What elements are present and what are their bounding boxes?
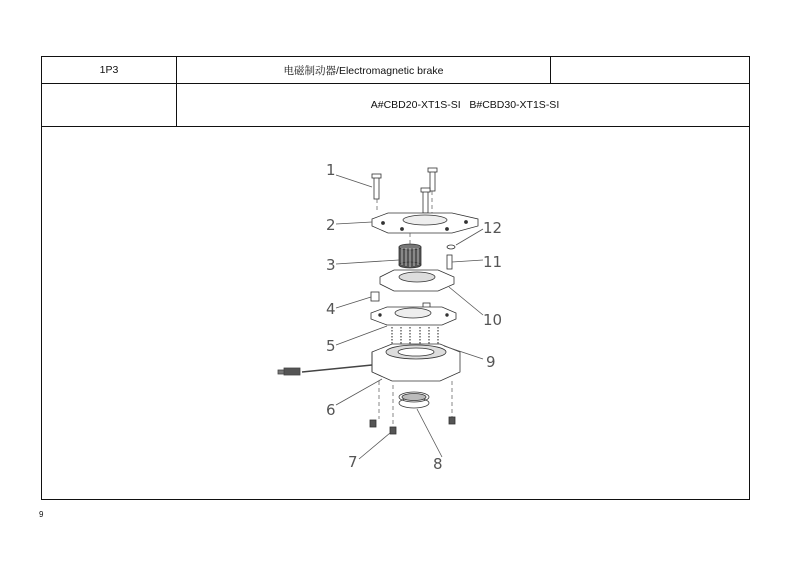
empty-header-cell <box>551 57 749 83</box>
brake-spec-table <box>41 56 750 500</box>
screw-part-7 <box>370 417 455 434</box>
armature-disc-part-10 <box>380 270 454 291</box>
part-code: 1P3 <box>42 57 177 83</box>
model-numbers: A#CBD20-XT1S-SI B#CBD30-XT1S-SI <box>370 99 560 111</box>
bolt-part-11 <box>447 255 452 269</box>
exploded-view-svg <box>42 127 749 499</box>
callout-3: 3 <box>326 256 336 274</box>
screw-part-1 <box>372 168 437 213</box>
callout-7: 7 <box>348 453 358 471</box>
exploded-view-drawing <box>42 127 749 499</box>
model-row <box>42 84 749 127</box>
pin-part-4 <box>371 292 379 301</box>
callout-9: 9 <box>486 353 496 371</box>
top-plate-part-2 <box>372 213 478 233</box>
callout-4: 4 <box>326 300 336 318</box>
callout-12: 12 <box>483 219 503 237</box>
ring-part-8 <box>399 392 429 408</box>
callout-6: 6 <box>326 401 336 419</box>
friction-plate-part-5 <box>371 307 456 325</box>
callout-11: 11 <box>483 253 503 271</box>
empty-model-label-cell <box>42 84 177 126</box>
cable-connector <box>278 365 372 375</box>
model-cell <box>177 84 749 126</box>
washer-part-12 <box>447 245 455 249</box>
header-row <box>42 57 749 84</box>
callout-5: 5 <box>326 337 336 355</box>
callout-8: 8 <box>433 455 443 473</box>
housing-part-6 <box>372 344 460 381</box>
callout-10: 10 <box>483 311 503 329</box>
part-title: 电磁制动器/Electromagnetic brake <box>177 57 551 83</box>
hub-gear-part-3 <box>399 244 421 268</box>
callout-2: 2 <box>326 216 336 234</box>
page-number: 9 <box>39 510 44 519</box>
callout-1: 1 <box>326 161 336 179</box>
